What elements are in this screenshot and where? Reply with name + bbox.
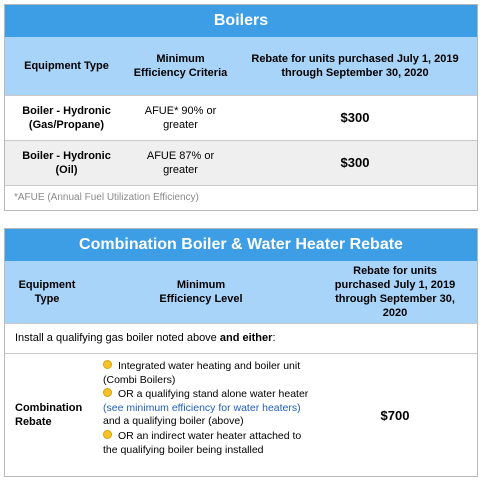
list-item: OR an indirect water heater attached to the qualifying boiler being installed [103, 429, 302, 456]
table-row [5, 140, 477, 185]
header-minimum-efficiency: Minimum Efficiency Level [159, 279, 243, 305]
list-item: Integrated water heating and boiler unit (Combi Boilers) [103, 360, 301, 386]
bullet-icon [103, 388, 112, 397]
combo-row-label: Combination Rebate [15, 402, 83, 428]
boilers-title: Boilers [5, 5, 477, 37]
combo-rebate-amount: $700 [380, 407, 410, 423]
header-rebate-period: Rebate for units purchased July 1, 2019 through September 30, 2020 [334, 265, 456, 319]
header-equipment-type: Equipment Type [24, 60, 109, 72]
equipment-type-cell: Boiler - Hydronic (Gas/Propane) [22, 105, 111, 131]
list-item: OR a qualifying stand alone water heater (see minimum efficiency for water heaters) and a qualifying boiler (above) [103, 388, 309, 428]
header-minimum-efficiency: Minimum Efficiency Criteria [133, 53, 228, 79]
rebate-cell: $300 [340, 155, 370, 170]
combo-criteria-list [89, 354, 313, 476]
combo-card [4, 228, 478, 477]
boilers-card [4, 4, 478, 211]
water-heater-efficiency-link[interactable]: (see minimum efficiency for water heaters) [103, 401, 301, 414]
afue-footnote: *AFUE (Annual Fuel Utilization Efficiency) [5, 185, 477, 210]
header-equipment-type: Equipment Type [18, 279, 76, 305]
table-row [5, 95, 477, 140]
equipment-type-cell: Boiler - Hydronic (Oil) [22, 150, 111, 176]
bullet-icon [103, 360, 112, 369]
boilers-header-row [5, 37, 477, 95]
combo-instruction: Install a qualifying gas boiler noted above and either: [5, 323, 477, 353]
bullet-icon [103, 430, 112, 439]
combo-row [5, 353, 477, 476]
rebate-cell: $300 [340, 110, 370, 125]
combo-header-row [5, 261, 477, 323]
criteria-cell: AFUE* 90% or greater [144, 105, 217, 131]
criteria-cell: AFUE 87% or greater [146, 150, 215, 176]
header-rebate-period: Rebate for units purchased July 1, 2019 through September 30, 2020 [251, 53, 459, 79]
combo-title: Combination Boiler & Water Heater Rebate [5, 229, 477, 261]
